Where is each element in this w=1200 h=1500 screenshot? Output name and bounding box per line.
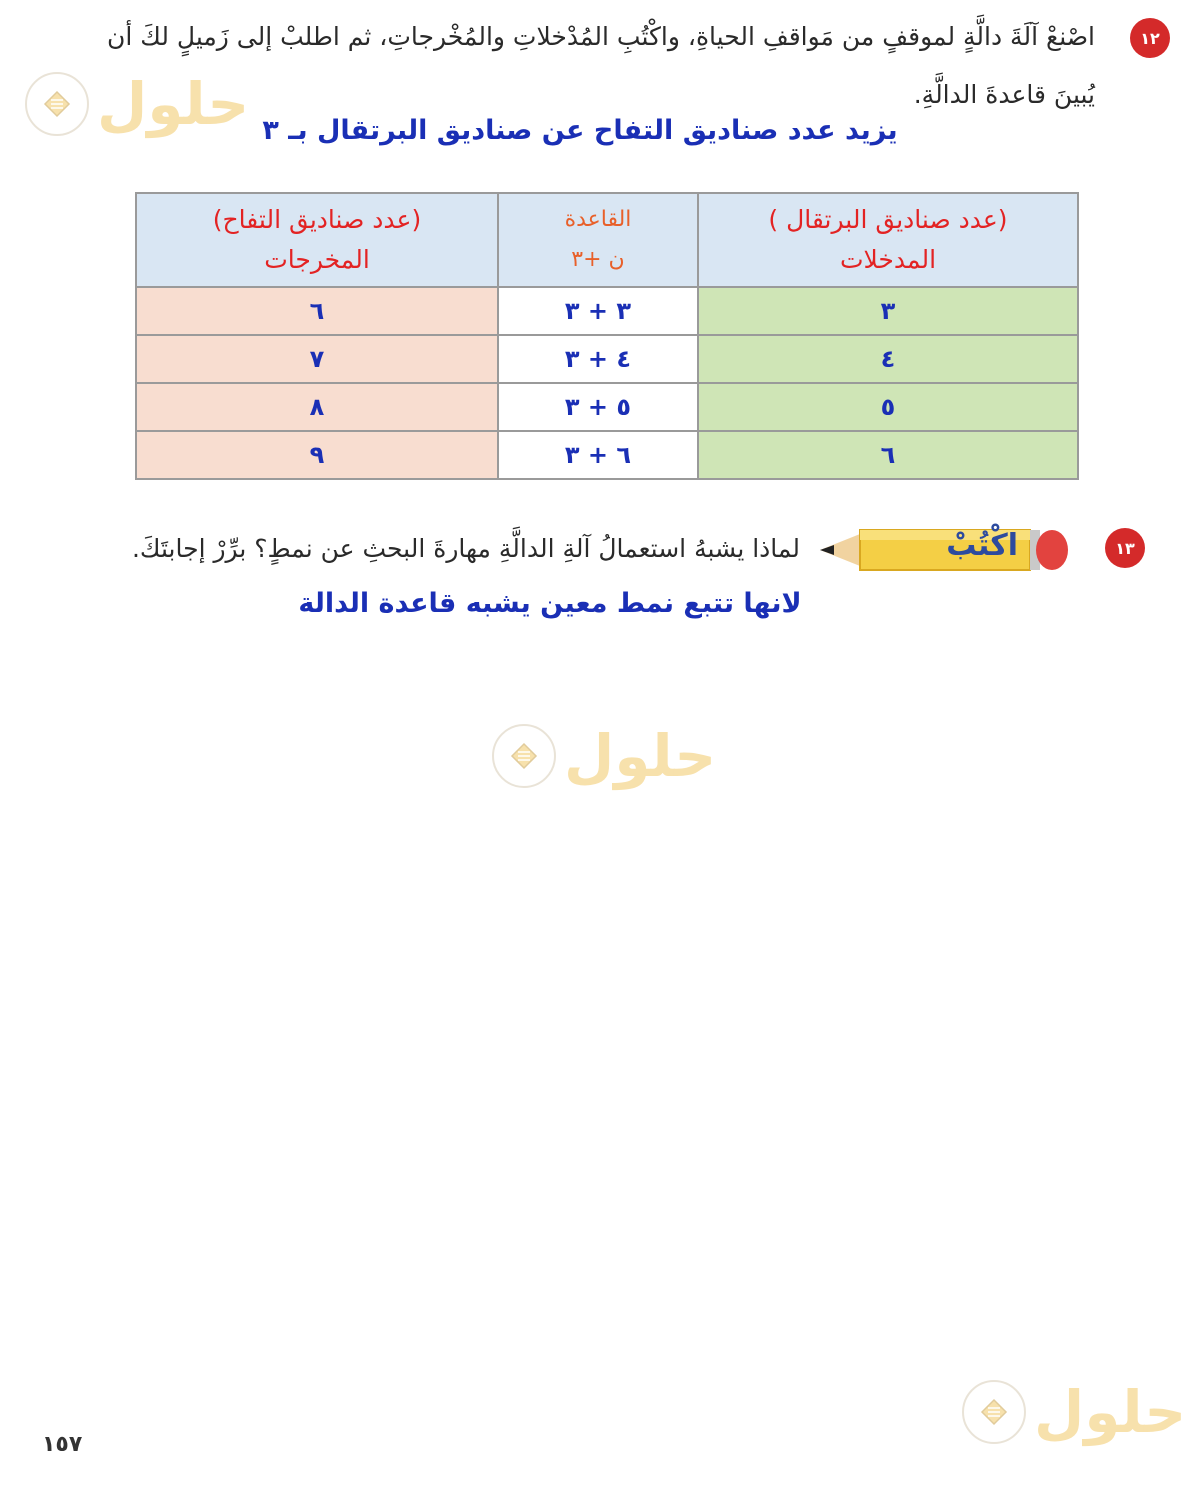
header-inputs-label: المدخلات (839, 245, 937, 274)
rule-cell: ٣ + ٣ (498, 287, 698, 335)
page-number: ١٥٧ (42, 1432, 83, 1457)
table-row (136, 383, 1078, 431)
table-row (136, 335, 1078, 383)
book-icon (962, 1380, 1026, 1444)
watermark-word: حلول (564, 722, 717, 790)
header-rule-formula: ن +٣ (571, 247, 625, 272)
header-outputs-label: المخرجات (264, 245, 370, 274)
watermark-word: حلول (1034, 1378, 1187, 1446)
input-cell: ٥ (698, 383, 1078, 431)
book-icon (492, 724, 556, 788)
question-12-number: ١٢ (1130, 18, 1170, 58)
header-inputs-title: (عدد صناديق البرتقال ) (768, 205, 1008, 234)
question-13-answer: لانها تتبع نمط معين يشبه قاعدة الدالة (298, 588, 802, 619)
question-12-line-1: اصْنعْ آلَةَ دالَّةٍ لموقفٍ من مَواقفِ الحياةِ، واكْتُبِ المُدْخلاتِ والمُخْرجاتِ، ثم اطلبْ إلى زَميلٍ لكَ أن (107, 22, 1095, 51)
question-12-answer: يزيد عدد صناديق التفاح عن صناديق البرتقال بـ ٣ (262, 115, 898, 146)
watermark-logo-bottom (962, 1378, 1186, 1446)
book-icon (25, 72, 89, 136)
output-cell: ٨ (136, 383, 498, 431)
input-cell: ٦ (698, 431, 1078, 479)
watermark-logo-center (492, 722, 716, 790)
rule-cell: ٦ + ٣ (498, 431, 698, 479)
question-12-line-2: يُبينَ قاعدةَ الدالَّةِ. (913, 80, 1095, 109)
header-inputs (698, 193, 1078, 287)
write-badge-label: اكْتُبْ (946, 528, 1018, 563)
watermark-word: حلول (97, 70, 250, 138)
output-cell: ٩ (136, 431, 498, 479)
function-table (135, 192, 1079, 480)
input-cell: ٤ (698, 335, 1078, 383)
question-13-number: ١٣ (1105, 528, 1145, 568)
table-row (136, 287, 1078, 335)
header-rule (498, 193, 698, 287)
output-cell: ٧ (136, 335, 498, 383)
pencil-icon (820, 522, 1070, 578)
output-cell: ٦ (136, 287, 498, 335)
rule-cell: ٥ + ٣ (498, 383, 698, 431)
rule-cell: ٤ + ٣ (498, 335, 698, 383)
write-badge (820, 522, 1070, 578)
input-cell: ٣ (698, 287, 1078, 335)
header-rule-title: القاعدة (564, 207, 632, 232)
header-outputs-title: (عدد صناديق التفاح) (212, 205, 422, 234)
table-header-row (136, 193, 1078, 287)
header-outputs (136, 193, 498, 287)
table-row (136, 431, 1078, 479)
question-13-text: لماذا يشبهُ استعمالُ آلةِ الدالَّةِ مهارةَ البحثِ عن نمطٍ؟ برِّرْ إجابتَكَ. (131, 534, 800, 563)
watermark-logo-top (25, 70, 249, 138)
